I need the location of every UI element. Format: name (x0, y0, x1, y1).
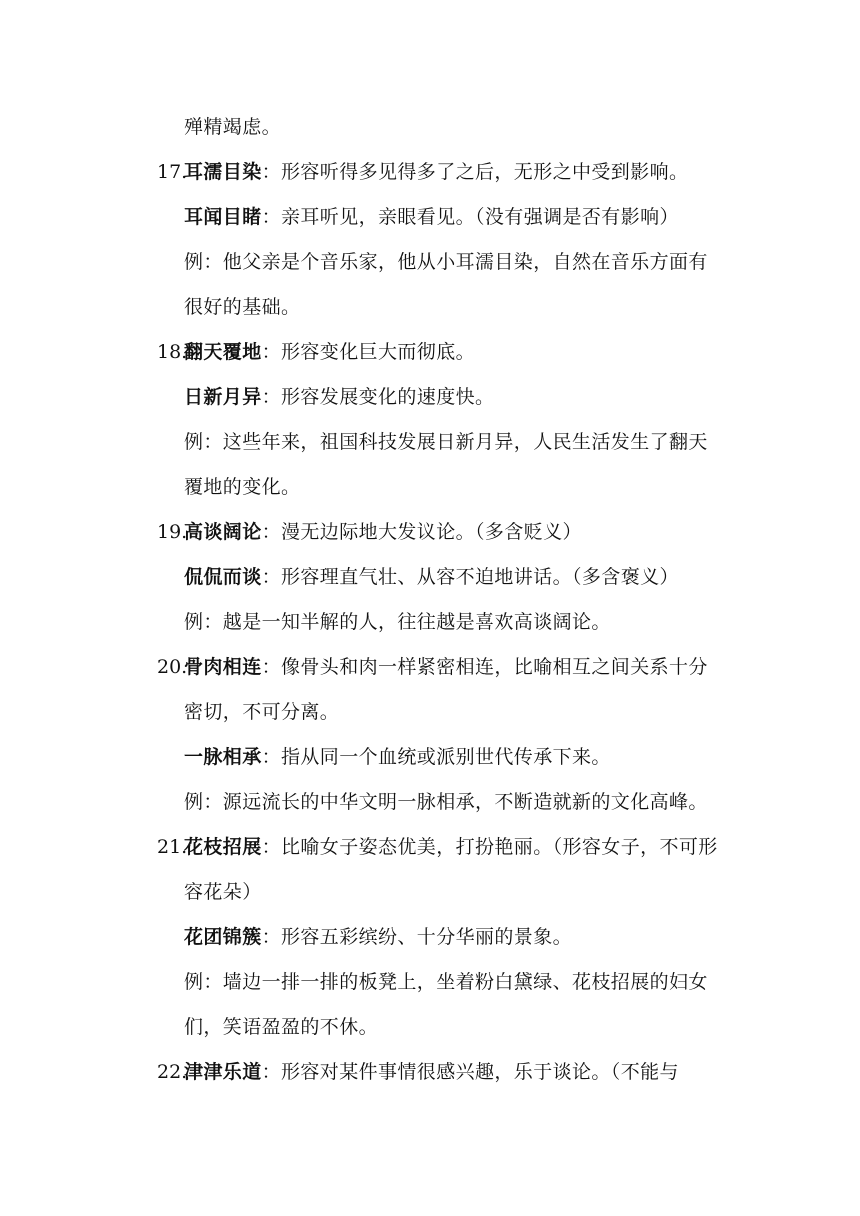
definition-text: ：指从同一个血统或派别世代传承下来。 (261, 746, 611, 768)
text-line (0, 1057, 860, 1087)
text-line (0, 427, 860, 457)
line-content (184, 832, 718, 862)
line-content (184, 967, 708, 997)
definition-text: 殚精竭虑。 (184, 116, 282, 138)
line-content (184, 742, 611, 772)
definition-text: ：形容听得多见得多了之后，无形之中受到影响。 (261, 161, 689, 183)
definition-text: 们，笑语盈盈的不休。 (184, 1016, 379, 1038)
definition-text: 很好的基础。 (184, 296, 301, 318)
text-line (0, 202, 860, 232)
line-content (184, 517, 582, 547)
line-content (184, 562, 679, 592)
line-content (184, 472, 300, 502)
text-line (0, 247, 860, 277)
entry-number: 19. (157, 521, 188, 543)
line-content (184, 247, 708, 277)
text-line (0, 877, 860, 907)
idiom-term: 高谈阔论 (184, 521, 262, 543)
entry-number: 18. (157, 341, 188, 363)
text-line (0, 922, 860, 952)
definition-text: ：形容发展变化的速度快。 (261, 386, 495, 408)
definition-text: ：形容五彩缤纷、十分华丽的景象。 (261, 926, 573, 948)
text-line (0, 967, 860, 997)
line-content (184, 607, 611, 637)
text-line (0, 1012, 860, 1042)
idiom-term: 耳濡目染 (184, 161, 262, 183)
idiom-term: 日新月异 (184, 386, 262, 408)
definition-text: 覆地的变化。 (184, 476, 301, 498)
definition-text: ：像骨头和肉一样紧密相连，比喻相互之间关系十分 (261, 656, 708, 678)
definition-text: ：比喻女子姿态优美，打扮艳丽。（形容女子，不可形 (261, 836, 718, 858)
entry-number: 20. (157, 656, 188, 678)
text-line (0, 697, 860, 727)
definition-text: ：形容变化巨大而彻底。 (261, 341, 476, 363)
example-sentence: 例：源远流长的中华文明一脉相承，不断造就新的文化高峰。 (184, 791, 708, 813)
line-content (184, 787, 708, 817)
idiom-term: 津津乐道 (184, 1061, 262, 1083)
idiom-term: 一脉相承 (184, 746, 262, 768)
line-content (184, 1057, 679, 1087)
definition-text: ：亲耳听见，亲眼看见。（没有强调是否有影响） (261, 206, 679, 228)
example-sentence: 例：他父亲是个音乐家，他从小耳濡目染，自然在音乐方面有 (184, 251, 708, 273)
line-content (184, 652, 708, 682)
line-content (184, 202, 679, 232)
idiom-term: 侃侃而谈 (184, 566, 262, 588)
idiom-term: 花团锦簇 (184, 926, 262, 948)
entry-number: 21. (157, 836, 188, 858)
definition-text: 容花朵） (184, 881, 262, 903)
line-content (184, 922, 572, 952)
text-line (0, 112, 860, 142)
idiom-term: 翻天覆地 (184, 341, 262, 363)
example-sentence: 例：越是一知半解的人，往往越是喜欢高谈阔论。 (184, 611, 611, 633)
line-content (184, 1012, 378, 1042)
text-line (0, 607, 860, 637)
line-content (184, 427, 708, 457)
line-content (184, 382, 494, 412)
text-line (0, 157, 860, 187)
text-line (0, 742, 860, 772)
example-sentence: 例：这些年来，祖国科技发展日新月异，人民生活发生了翻天 (184, 431, 708, 453)
definition-text: ：形容对某件事情很感兴趣，乐于谈论。（不能与 (261, 1061, 679, 1083)
definition-text: ：形容理直气壮、从容不迫地讲话。（多含褒义） (261, 566, 679, 588)
idiom-term: 骨肉相连 (184, 656, 262, 678)
example-sentence: 例：墙边一排一排的板凳上，坐着粉白黛绿、花枝招展的妇女 (184, 971, 708, 993)
text-line (0, 292, 860, 322)
text-line (0, 472, 860, 502)
line-content (184, 337, 475, 367)
definition-text: ：漫无边际地大发议论。（多含贬义） (261, 521, 582, 543)
idiom-term: 耳闻目睹 (184, 206, 262, 228)
text-line (0, 652, 860, 682)
idiom-term: 花枝招展 (184, 836, 262, 858)
text-line (0, 787, 860, 817)
text-line (0, 562, 860, 592)
entry-number: 17. (157, 161, 188, 183)
definition-text: 密切，不可分离。 (184, 701, 340, 723)
text-line (0, 337, 860, 367)
text-line (0, 832, 860, 862)
line-content (184, 292, 300, 322)
text-line (0, 382, 860, 412)
entry-number: 22. (157, 1061, 188, 1083)
line-content (184, 877, 262, 907)
line-content (184, 157, 688, 187)
line-content (184, 112, 281, 142)
line-content (184, 697, 339, 727)
text-line (0, 517, 860, 547)
